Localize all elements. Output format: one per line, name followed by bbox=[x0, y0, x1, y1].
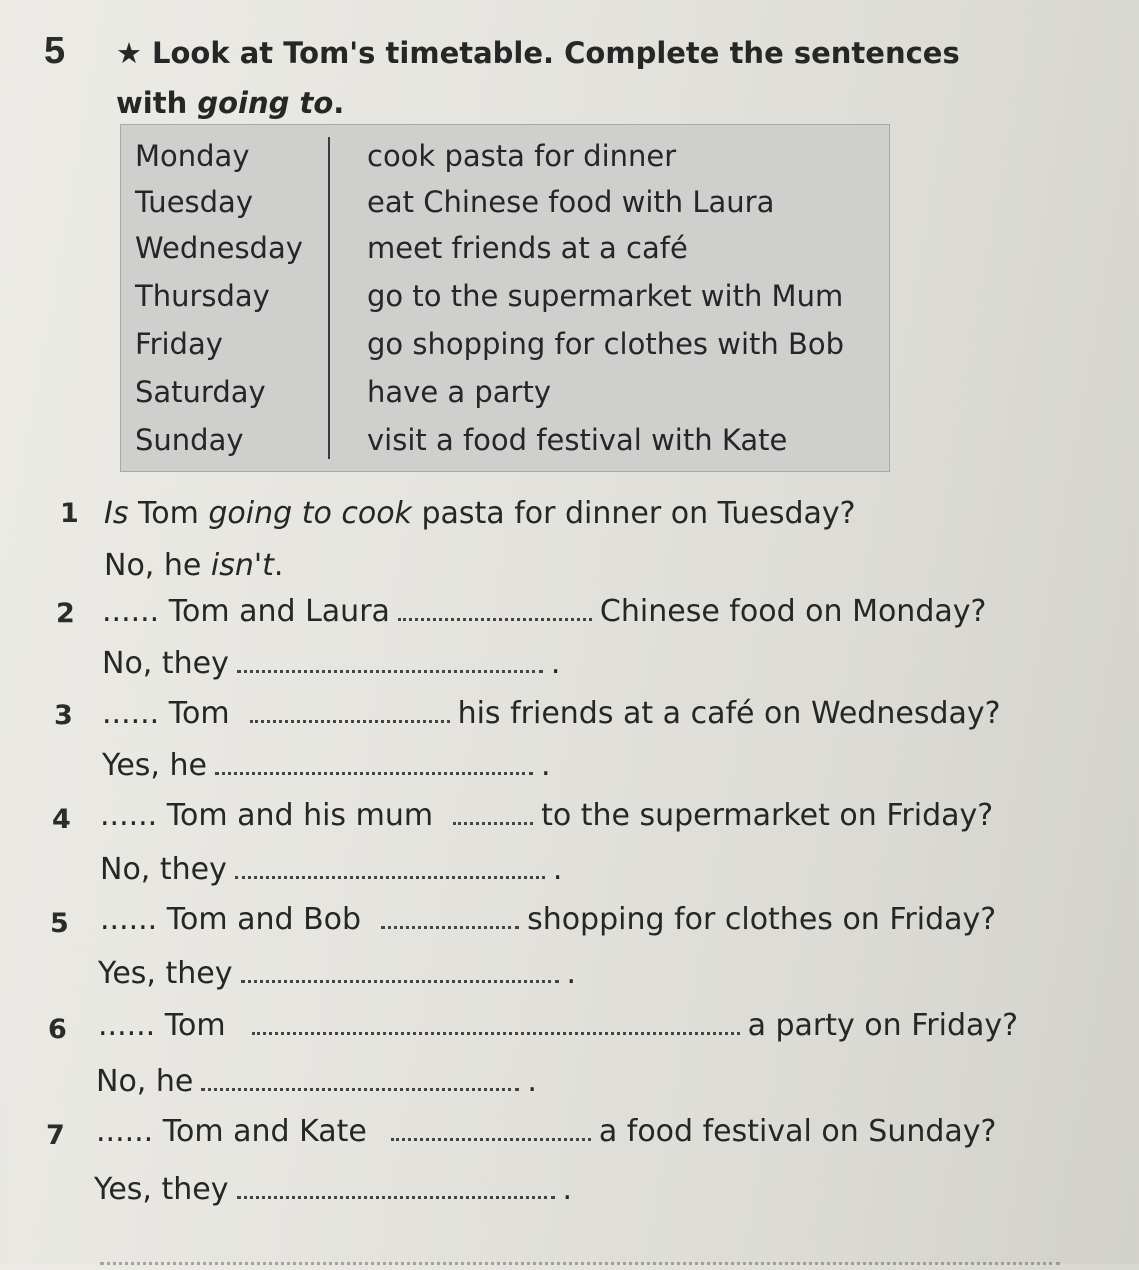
question-number: 6 bbox=[48, 1014, 67, 1045]
answer-blank[interactable] bbox=[237, 664, 543, 673]
question-tail: a party on Friday? bbox=[747, 1008, 1019, 1043]
answer-blank[interactable] bbox=[241, 974, 559, 983]
timetable-day: Saturday bbox=[135, 375, 266, 409]
answer-period: . bbox=[550, 646, 561, 681]
timetable-day: Tuesday bbox=[135, 185, 253, 219]
verb-blank[interactable]: ...... bbox=[96, 1114, 154, 1149]
timetable-activity: go shopping for clothes with Bob bbox=[367, 327, 845, 361]
answer-line bbox=[98, 954, 576, 994]
question-number: 7 bbox=[46, 1120, 65, 1151]
next-exercise-cut-off bbox=[100, 1250, 1060, 1270]
timetable-activity: cook pasta for dinner bbox=[367, 139, 677, 173]
question-tail: his friends at a café on Wednesday? bbox=[457, 696, 1001, 731]
answer-blank[interactable] bbox=[250, 714, 450, 723]
question-number: 5 bbox=[50, 908, 69, 939]
answer-blank[interactable] bbox=[237, 1190, 555, 1199]
answer-start: Yes, they bbox=[94, 1172, 229, 1207]
question-subject: Tom and his mum bbox=[166, 798, 434, 833]
star-icon: ★ bbox=[116, 36, 142, 70]
question-tail: a food festival on Sunday? bbox=[598, 1114, 997, 1149]
answer-start: No, he bbox=[96, 1064, 194, 1099]
answer-blank[interactable] bbox=[381, 920, 519, 929]
answer-blank[interactable] bbox=[215, 766, 533, 775]
answer-start: No, they bbox=[102, 646, 229, 681]
example-answer-isnt: isn't bbox=[210, 548, 274, 583]
timetable-activity: visit a food festival with Kate bbox=[367, 423, 788, 457]
question-tail: shopping for clothes on Friday? bbox=[527, 902, 997, 937]
question-subject: Tom bbox=[164, 1008, 226, 1043]
timetable-activity: have a party bbox=[367, 375, 551, 409]
question-subject: Tom and Kate bbox=[162, 1114, 367, 1149]
answer-period: . bbox=[566, 956, 577, 991]
timetable-activity: meet friends at a café bbox=[367, 231, 688, 265]
answer-blank[interactable] bbox=[398, 612, 592, 621]
answer-blank[interactable] bbox=[391, 1132, 591, 1141]
question-number: 1 bbox=[60, 498, 79, 529]
instruction-line-1: Look at Tom's timetable. Complete the sentences bbox=[152, 36, 960, 70]
question-tail: to the supermarket on Friday? bbox=[541, 798, 994, 833]
answer-line bbox=[102, 746, 551, 786]
question-line bbox=[100, 900, 996, 940]
answer-blank[interactable] bbox=[201, 1082, 519, 1091]
answer-period: . bbox=[273, 548, 284, 583]
question-subject: Tom and Laura bbox=[168, 594, 390, 629]
verb-blank[interactable]: ...... bbox=[98, 1008, 156, 1043]
example-going-to-cook: going to cook bbox=[208, 496, 412, 531]
answer-line bbox=[96, 1062, 537, 1102]
question-line bbox=[96, 1112, 996, 1152]
question-line bbox=[104, 494, 856, 534]
example-answer: No, he bbox=[104, 548, 211, 583]
answer-line bbox=[100, 850, 562, 890]
answer-line bbox=[102, 644, 560, 684]
verb-blank[interactable]: ...... bbox=[102, 594, 160, 629]
answer-line bbox=[94, 1170, 572, 1210]
answer-start: Yes, he bbox=[102, 748, 207, 783]
answer-period: . bbox=[540, 748, 551, 783]
question-subject: Tom and Bob bbox=[166, 902, 362, 937]
question-line bbox=[100, 796, 993, 836]
question-number: 3 bbox=[54, 700, 73, 731]
verb-blank[interactable]: ...... bbox=[102, 696, 160, 731]
timetable-day: Wednesday bbox=[135, 231, 303, 265]
question-number: 4 bbox=[52, 804, 71, 835]
instruction-line-2: with bbox=[116, 86, 198, 120]
answer-blank[interactable] bbox=[252, 1026, 740, 1035]
question-subject: Tom bbox=[168, 696, 230, 731]
answer-start: Yes, they bbox=[98, 956, 233, 991]
timetable-day: Friday bbox=[135, 327, 223, 361]
answer-line bbox=[104, 546, 283, 586]
instruction-going-to: going to bbox=[197, 86, 334, 120]
answer-period: . bbox=[562, 1172, 573, 1207]
example-subject: Tom bbox=[128, 496, 209, 531]
answer-blank[interactable] bbox=[453, 816, 533, 825]
timetable-day: Monday bbox=[135, 139, 250, 173]
question-line bbox=[102, 694, 1001, 734]
answer-blank[interactable] bbox=[235, 870, 545, 879]
question-number: 2 bbox=[56, 598, 75, 629]
verb-blank[interactable]: ...... bbox=[100, 798, 158, 833]
timetable-activity: go to the supermarket with Mum bbox=[367, 279, 844, 313]
example-is: Is bbox=[104, 496, 129, 531]
question-line bbox=[98, 1006, 1018, 1046]
instruction-period: . bbox=[333, 86, 345, 120]
answer-period: . bbox=[552, 852, 563, 887]
timetable-day: Thursday bbox=[135, 279, 270, 313]
question-tail: Chinese food on Monday? bbox=[599, 594, 987, 629]
question-line bbox=[102, 592, 986, 632]
example-tail: pasta for dinner on Tuesday? bbox=[411, 496, 856, 531]
timetable-day: Sunday bbox=[135, 423, 244, 457]
answer-start: No, they bbox=[100, 852, 227, 887]
verb-blank[interactable]: ...... bbox=[100, 902, 158, 937]
exercise-number: 5 bbox=[44, 30, 66, 72]
timetable-activity: eat Chinese food with Laura bbox=[367, 185, 775, 219]
answer-period: . bbox=[527, 1064, 537, 1099]
